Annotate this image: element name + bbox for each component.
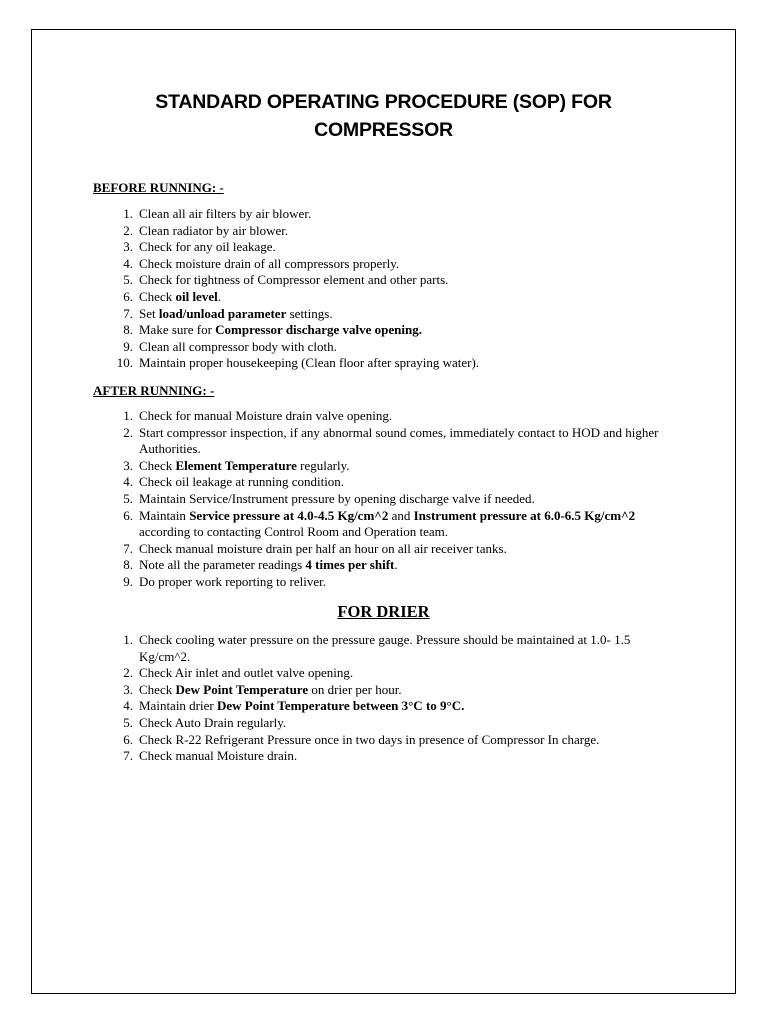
list-item-text: settings. <box>286 305 333 321</box>
list-item-number: 9. <box>123 338 133 354</box>
list-item <box>0 541 675 558</box>
list-item-text: Check moisture drain of all compressors properly. <box>139 255 400 271</box>
before-running-list <box>0 206 768 372</box>
list-item-number: 10. <box>116 355 133 371</box>
list-item <box>0 508 675 541</box>
list-item-number: 6. <box>123 731 133 747</box>
list-item-bold-text: oil level <box>175 288 218 304</box>
list-item-number: 4. <box>123 255 133 271</box>
title-line-1: STANDARD OPERATING PROCEDURE (SOP) FOR <box>155 91 612 113</box>
list-item-number: 2. <box>123 665 133 681</box>
list-item-text: on drier per hour. <box>308 681 402 697</box>
list-item-number: 3. <box>123 681 133 697</box>
list-item <box>0 665 675 682</box>
list-item-number: 8. <box>123 322 133 338</box>
for-drier-list <box>0 632 768 765</box>
list-item-text: Set <box>139 305 159 321</box>
list-item-text: Check manual Moisture drain. <box>139 748 298 764</box>
list-item-number: 2. <box>123 222 133 238</box>
list-item-text: Check <box>139 288 176 304</box>
list-item-number: 6. <box>123 288 133 304</box>
list-item-number: 7. <box>123 748 133 764</box>
list-item-text: Check Air inlet and outlet valve opening. <box>139 665 354 681</box>
list-item-bold-text: Element Temperature <box>175 457 297 473</box>
list-item-number: 7. <box>123 540 133 556</box>
after-running-heading: AFTER RUNNING: - <box>93 383 215 398</box>
list-item-text: Check for any oil leakage. <box>139 239 276 255</box>
after-running-list <box>0 408 768 591</box>
list-item-text: Maintain drier <box>139 698 217 714</box>
list-item <box>0 355 675 372</box>
list-item-text: Clean radiator by air blower. <box>139 222 289 238</box>
list-item-text: regularly. <box>296 457 350 473</box>
list-item-text: . <box>394 557 398 573</box>
list-item <box>0 632 675 665</box>
list-item-text: Note all the parameter readings <box>139 557 306 573</box>
list-item <box>0 272 675 289</box>
list-item-text: Check for manual Moisture drain valve opening. <box>139 408 393 423</box>
list-item-bold-text: Service pressure at 4.0-4.5 Kg/cm^2 <box>189 507 389 523</box>
list-item-text: Check <box>139 457 176 473</box>
list-item <box>0 698 675 715</box>
list-item-text: Clean all compressor body with cloth. <box>139 338 337 354</box>
list-item-text: . <box>217 288 221 304</box>
document-title <box>31 88 736 144</box>
list-item-text: Check for tightness of Compressor element and other parts. <box>139 272 449 288</box>
list-item <box>0 289 675 306</box>
list-item-number: 4. <box>123 698 133 714</box>
list-item-bold-text: Compressor discharge valve opening. <box>215 322 422 338</box>
list-item-text: Check cooling water pressure on the pressure gauge. Pressure should be maintained at 1.0- 1.5 Kg/cm^2. <box>139 632 631 664</box>
list-item <box>0 474 675 491</box>
list-item <box>0 557 675 574</box>
list-item-text: and <box>388 507 414 523</box>
for-drier-heading: FOR DRIER <box>337 602 430 621</box>
list-item-text: Start compressor inspection, if any abnormal sound comes, immediately contact to HOD and higher Authorities. <box>139 424 659 457</box>
list-item-text: Check R-22 Refrigerant Pressure once in two days in presence of Compressor In charge. <box>139 731 600 747</box>
list-item-number: 3. <box>123 457 133 473</box>
list-item <box>0 239 675 256</box>
list-item-number: 5. <box>123 272 133 288</box>
list-item <box>0 339 675 356</box>
list-item-number: 6. <box>123 507 133 523</box>
list-item-number: 8. <box>123 557 133 573</box>
list-item-number: 7. <box>123 305 133 321</box>
title-line-2: COMPRESSOR <box>314 119 453 141</box>
list-item-number: 2. <box>123 424 133 440</box>
list-item <box>0 206 675 223</box>
list-item-number: 1. <box>123 408 133 423</box>
list-item <box>0 322 675 339</box>
list-item-text: Check oil leakage at running condition. <box>139 474 345 490</box>
list-item-bold-text: Instrument pressure at 6.0-6.5 Kg/cm^2 <box>413 507 636 523</box>
list-item-bold-text: 4 times per shift <box>305 557 395 573</box>
list-item <box>0 256 675 273</box>
list-item-text: Maintain <box>139 507 190 523</box>
before-running-heading: BEFORE RUNNING: - <box>93 180 224 195</box>
list-item-text: Check <box>139 681 176 697</box>
list-item-text: Clean all air filters by air blower. <box>139 206 312 221</box>
list-item-number: 4. <box>123 474 133 490</box>
list-item <box>0 732 675 749</box>
list-item-number: 1. <box>123 206 133 221</box>
list-item-bold-text: Dew Point Temperature between 3°C to 9°C. <box>216 698 465 714</box>
list-item-bold-text: load/unload parameter <box>158 305 287 321</box>
list-item-text: according to contacting Control Room and Operation team. <box>139 524 449 540</box>
list-item <box>0 458 675 475</box>
list-item <box>0 491 675 508</box>
list-item <box>0 425 675 458</box>
list-item <box>0 574 675 591</box>
list-item <box>0 223 675 240</box>
list-item-number: 1. <box>123 632 133 647</box>
list-item-number: 5. <box>123 490 133 506</box>
list-item-number: 5. <box>123 714 133 730</box>
list-item-text: Check Auto Drain regularly. <box>139 714 287 730</box>
list-item-text: Check manual moisture drain per half an hour on all air receiver tanks. <box>139 540 507 556</box>
list-item <box>0 306 675 323</box>
list-item <box>0 408 675 425</box>
list-item-text: Maintain proper housekeeping (Clean floor after spraying water). <box>139 355 480 371</box>
list-item-text: Make sure for <box>139 322 216 338</box>
list-item-number: 3. <box>123 239 133 255</box>
list-item <box>0 682 675 699</box>
list-item <box>0 748 675 765</box>
list-item-text: Do proper work reporting to reliver. <box>139 573 327 589</box>
list-item <box>0 715 675 732</box>
list-item-text: Maintain Service/Instrument pressure by opening discharge valve if needed. <box>139 490 535 506</box>
list-item-number: 9. <box>123 573 133 589</box>
list-item-bold-text: Dew Point Temperature <box>175 681 309 697</box>
